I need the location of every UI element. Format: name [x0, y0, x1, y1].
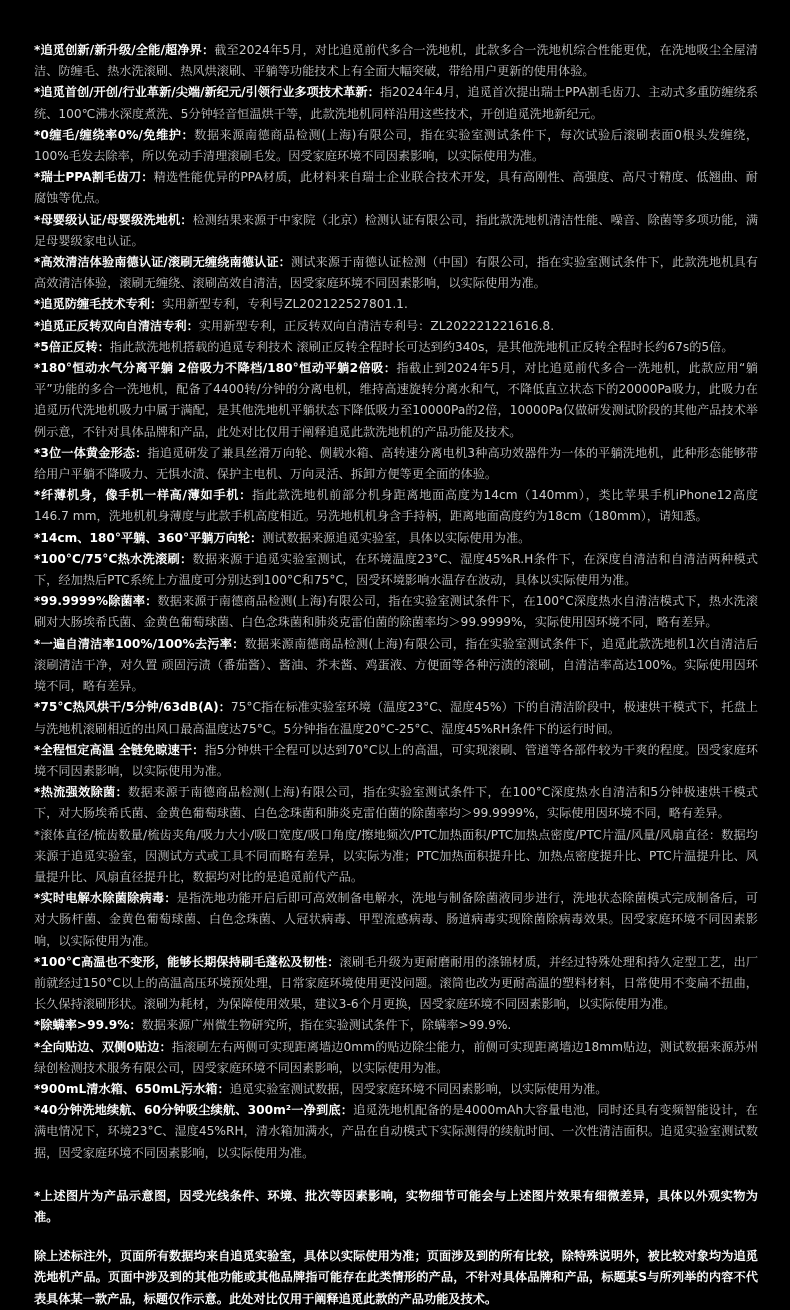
footnote-text: 数据来源于南德商品检测(上海)有限公司，指在实验室测试条件下，在100°C深度热水自清洁和5分钟极速烘干模式下，对大肠埃希氏菌、金黄色葡萄球菌、白色念珠菌和肺炎克雷伯菌的除菌率均＞99.9999%，实际使用因环境不同，略有差异。 — [34, 785, 758, 821]
footnote-text: 数据来源广州微生物研究所，指在实验测试条件下，除螨率>99.9%. — [141, 1018, 512, 1033]
footnote-label: *75°C热风烘干/5分钟/63dB(A)： — [34, 700, 231, 715]
footnote-text: 数据来源南德商品检测(上海)有限公司，指在实验室测试条件下，追觅此款洗地机1次自清洁后滚刷清洁干净，对久置 顽固污渍（番茄酱）、酱油、芥末酱、鸡蛋液、方便面等各种污渍的滚刷，自清洁率高达100%。实际使用因环境不同，略有差异。 — [34, 636, 758, 694]
footnote-label: *高效清洁体验南德认证/滚刷无缠绕南德认证： — [34, 255, 291, 270]
footnote — [34, 782, 758, 824]
footnote-text: 实用新型专利，正反转双向自清洁专利号：ZL202221221616.8. — [198, 318, 555, 333]
footnote-label: *900mL清水箱、650mL污水箱： — [34, 1081, 230, 1096]
footnote — [34, 634, 758, 698]
footnote-text: 追觅洗地机配备的是4000mAh大容量电池，同时还具有变频智能设计，在满电情况下，环境23°C、湿度45%RH，清水箱加满水，产品在自动模式下实际测得的续航时间、一次性清洁面积。追觅实验室测试数据，因受家庭环境不同因素影响，以实际使用为准。 — [34, 1103, 758, 1160]
footnote — [34, 1015, 758, 1036]
footnote-label: *14cm、180°平躺、360°平躺万向轮： — [34, 530, 263, 545]
footnote — [34, 337, 758, 358]
footnote-list — [34, 40, 758, 1164]
footnote-label: *全程恒定高温 全链免晾速干： — [34, 742, 205, 757]
footnote — [34, 252, 758, 294]
footnote-label: *99.9999%除菌率： — [34, 594, 158, 609]
footnote-text: 测试数据来源追觅实验室，具体以实际使用为准。 — [262, 530, 531, 545]
footnote — [34, 210, 758, 252]
footnote-text: 数据来源南德商品检测(上海)有限公司，指在实验室测试条件下，每次试验后滚刷表面0根头发缠绕，100%毛发去除率，所以免动手清理滚刷毛发。因受家庭环境不同因素影响，以实际使用为准。 — [34, 127, 759, 164]
footnote — [34, 316, 758, 337]
footnote — [34, 485, 758, 527]
footnote-label: *追觅创新/新升级/全能/超净界： — [34, 43, 215, 57]
footnote — [34, 825, 758, 889]
footnote-text: 追觅实验室测试数据，因受家庭环境不同因素影响，以实际使用为准。 — [229, 1081, 608, 1096]
footnote — [34, 294, 758, 315]
footnote-label: *一遍自清洁率100%/100%去污率： — [34, 636, 245, 651]
image-disclaimer: *上述图片为产品示意图，因受光线条件、环境、批次等因素影响，实物细节可能会与上述图片效果有细微差异，具体以外观实物为准。 — [34, 1188, 758, 1224]
footnote-label: *热流强效除菌： — [34, 785, 129, 800]
footnote — [34, 1037, 758, 1079]
footnote — [34, 1100, 758, 1164]
footnote — [34, 125, 758, 167]
footnote — [34, 167, 758, 209]
footnote-text: 指滚刷左右两侧可实现距离墙边0mm的贴边除尘能力，前侧可实现距离墙边18mm贴边，测试数据来源苏州绿创检测技术服务有限公司，因受家庭环境不同因素影响，以实际使用为准。 — [34, 1039, 759, 1075]
footnote-label: *母婴级认证/母婴级洗地机： — [34, 212, 193, 227]
footnote-label: *0缠毛/缠绕率0%/免维护： — [34, 127, 195, 142]
footnote-text: 指追觅研发了兼具丝滑万向轮、侧载水箱、高转速分离电机3种高功效器件为一体的平躺洗地机，此种形态能够带给用户平躺不降吸力、无惧水渍、保护主电机、万向灵活、拆卸方便等更全面的体验。 — [34, 445, 758, 482]
footnote — [34, 358, 758, 443]
footnote-text: 指此款洗地机搭载的追觅专利技术 滚刷正反转全程时长可达到约340s，是其他洗地机正反转全程时长约67s的5倍。 — [109, 339, 734, 354]
footnote-text: 实用新型专利，专利号ZL202122527801.1. — [162, 297, 408, 312]
footnote — [34, 1079, 758, 1100]
footnote-text: 指5分钟烘干全程可以达到70°C以上的高温，可实现滚刷、管道等各部件较为干爽的程度。因受家庭环境不同因素影响，以实际使用为准。 — [34, 742, 758, 778]
footnote-text: 75°C指在标准实验室环境（温度23°C、湿度45%）下的自清洁阶段中，极速烘干模式下，托盘上与洗地机滚刷相近的出风口最高温度达75°C。5分钟指在温度20°C-25°C、湿度45%RH条件下的运行时间。 — [34, 700, 758, 736]
footnote-label: *100°C/75°C热水洗滚刷： — [34, 551, 193, 566]
footnote-label: *40分钟洗地续航、60分钟吸尘续航、300m²一净到底： — [34, 1103, 354, 1118]
footnote-text: 指此款洗地机前部分机身距离地面高度为14cm（140mm），类比苹果手机iPhone12高度146.7 mm，洗地机机身薄度与此款手机高度相近。另洗地机机身含手持柄，距离地面高度约为18cm（180mm），请知悉。 — [34, 488, 758, 524]
footnote-label: *180°恒动水气分离平躺 2倍吸力不降档/180°恒动平躺2倍吸： — [34, 361, 397, 376]
footnote-text: 指截止到2024年5月，对比追觅前代多合一洗地机，此款应用“躺平”功能的多合一洗地机，配备了4400转/分钟的分离电机，维持高速旋转分离水和气，不降低直立状态下的20000Pa吸力，此吸力在追觅历代洗地机吸力中属于满配，是其他洗地机平躺状态下降低吸力至10000Pa的2倍，10000Pa仅做研发测试阶段的其他产品技术举例示意，不针对具体品牌和产品，此处对比仅用于阐释追觅此款洗地机的产品功能及技术。 — [34, 361, 758, 439]
footnote-label: *瑞士PPA割毛齿刀： — [34, 170, 154, 185]
footnote-text: 精选性能优异的PPA材质，此材料来自瑞士企业联合技术开发，具有高刚性、高强度、高尺寸精度、低翘曲、耐腐蚀等优点。 — [34, 170, 758, 206]
footnote-label: *全向贴边、双侧0贴边： — [34, 1039, 172, 1054]
footnote-text: *滚体直径/梳齿数量/梳齿夹角/吸力大小/吸口宽度/吸口角度/擦地频次/PTC加热面积/PTC加热点密度/PTC片温/风量/风扇直径：数据均来源于追觅实验室，因测试方式或工具不同而略有差异，以实际为准；PTC加热面积提升比、加热点密度提升比、PTC片温提升比、风量提升比、风扇直径提升比，数据均对比的是追觅前代产品。 — [34, 827, 758, 884]
footnote — [34, 952, 758, 1016]
footnote-text: 测试来源于南德认证检测（中国）有限公司，指在实验室测试条件下，此款洗地机具有高效清洁体验，滚刷无缠绕、滚刷高效自清洁，因受家庭环境不同因素影响，以实际使用为准。 — [34, 255, 759, 291]
footnote-label: *追觅首创/开创/行业革新/尖端/新纪元/引领行业多项技术革新： — [34, 85, 380, 100]
footnote-label: *实时电解水除菌除病毒： — [34, 891, 177, 906]
footnote-text: 是指洗地功能开启后即可高效制备电解水，洗地与制备除菌液同步进行，洗地状态除菌模式完成制备后，可对大肠杆菌、金黄色葡萄球菌、白色念珠菌、人冠状病毒、甲型流感病毒、肠道病毒实现除菌除病毒效果。因受家庭环境不同因素影响，以实际使用为准。 — [34, 891, 759, 948]
footnote — [34, 40, 758, 82]
footnote-label: *3位一体黄金形态： — [34, 445, 148, 460]
footnote — [34, 888, 758, 952]
footnote — [34, 697, 758, 739]
footnote-text: 数据来源于追觅实验室测试，在环境温度23°C、湿度45%R.H条件下，在深度自清洁和自清洁两种模式下，经加热后PTC系统上方温度可分别达到100°C和75°C，因受环境影响水温存在波动，具体以实际使用为准。 — [34, 551, 758, 588]
footnote-label: *纤薄机身，像手机一样高/薄如手机： — [34, 488, 252, 503]
footnote-text: 检测结果来源于中家院（北京）检测认证有限公司，指此款洗地机清洁性能、噪音、除菌等多项功能，满足母婴级家电认证。 — [34, 212, 759, 248]
footnote — [34, 591, 758, 633]
footnote — [34, 528, 758, 549]
footnote-label: *5倍正反转： — [34, 339, 110, 354]
footnote-label: *除螨率>99.9%： — [34, 1018, 142, 1033]
data-source-disclaimer: 除上述标注外，页面所有数据均来自追觅实验室，具体以实际使用为准；页面涉及到的所有比较，除特殊说明外，被比较对象均为追觅洗地机产品。页面中涉及到的其他功能或其他品牌指可能存在此类情形的产品，不针对具体品牌和产品，标题某S与所列举的内容不代表具体某一款产品，标题仅作示意。此处对比仅用于阐释追觅此款的产品功能及技术。 — [34, 1249, 758, 1306]
footnote-label: *100°C高温也不变形，能够长期保持刷毛蓬松及韧性： — [34, 954, 340, 969]
footnote — [34, 740, 758, 782]
footnote-text: 数据来源于南德商品检测(上海)有限公司，指在实验室测试条件下，在100°C深度热水自清洁模式下，热水洗滚刷对大肠埃希氏菌、金黄色葡萄球菌、白色念珠菌和肺炎克雷伯菌的除菌率均＞99.9999%，实际使用因环境不同，略有差异。 — [34, 594, 758, 630]
footnote-text: 滚刷毛升级为更耐磨耐用的涤锦材质，并经过特殊处理和持久定型工艺，出厂前就经过150°C以上的高温高压环境预处理，日常家庭环境使用更没问题。滚筒也改为更耐高温的塑料材料，日常使用不变扁不扭曲，长久保持滚刷形状。滚刷为耗材，为保障使用效果，建议3-6个月更换，因受家庭环境不同因素影响，以实际使用为准。 — [34, 954, 759, 1012]
footnote-text: 指2024年4月，追觅首次提出瑞士PPA割毛齿刀、主动式多重防缠绕系统、100℃沸水深度煮洗、5分钟轻音恒温烘干等，此款洗地机同样沿用这些技术，开创追觅洗地新纪元。 — [34, 85, 758, 121]
footnote-text: 截至2024年5月，对比追觅前代多合一洗地机，此款多合一洗地机综合性能更优，在洗地吸尘全屋清洁、防缠毛、热水洗滚刷、热风烘滚刷、平躺等功能技术上有全面大幅突破，带给用户更新的使用体验。 — [34, 43, 758, 79]
footnote — [34, 549, 758, 591]
footnote-label: *追觅防缠毛技术专利： — [34, 297, 163, 312]
footnote — [34, 82, 758, 124]
footnote — [34, 443, 758, 485]
footer-disclaimer — [34, 1186, 758, 1310]
footnote-label: *追觅正反转双向自清洁专利： — [34, 318, 199, 333]
